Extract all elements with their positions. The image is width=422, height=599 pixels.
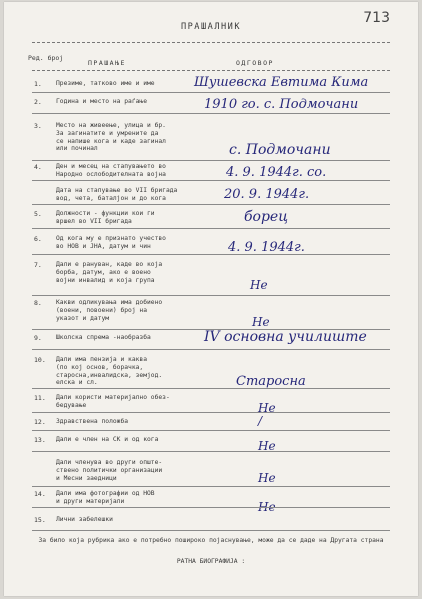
row-separator <box>32 349 390 350</box>
handwritten-answer: Не <box>250 278 268 292</box>
question-text: Какви одликувања има добиено (воени, повоени) број на указот и датум <box>56 299 163 322</box>
handwritten-answer: 20. 9. 1944г. <box>224 187 310 202</box>
row-separator <box>32 295 390 296</box>
row-separator <box>32 530 390 531</box>
handwritten-answer: 4. 9. 1944г. <box>228 240 305 255</box>
row-separator <box>32 228 390 229</box>
handwritten-answer: Старосна <box>236 374 306 389</box>
question-text: Лични забелешки <box>56 516 113 523</box>
row-separator <box>32 254 390 255</box>
row-number: 11. <box>34 394 46 402</box>
handwritten-answer: борец <box>244 209 288 225</box>
question-text: Дали е член на СК и од кога <box>56 436 159 443</box>
row-number: 10. <box>34 356 46 364</box>
question-text: Година и место на раѓање <box>56 98 147 105</box>
row-number: 4. <box>34 163 42 171</box>
row-separator <box>32 160 390 161</box>
row-separator <box>32 113 390 114</box>
row-number: 9. <box>34 334 42 342</box>
handwritten-answer: / <box>258 414 263 428</box>
handwritten-answer: Шушевска Евтима Кима <box>194 75 369 90</box>
row-number: 1. <box>34 80 42 88</box>
question-text: Здравствена положба <box>56 418 129 425</box>
column-header-number: Ред. број <box>28 54 64 62</box>
row-separator <box>32 507 390 508</box>
row-separator <box>32 388 390 389</box>
question-text: Дали членува во други опште- ствено политички организации и Месни заедници <box>56 459 163 482</box>
row-separator <box>32 180 390 181</box>
row-separator <box>32 486 390 487</box>
handwritten-answer: Не <box>258 500 276 514</box>
row-separator <box>32 412 390 413</box>
row-separator <box>32 204 390 205</box>
row-number: 14. <box>34 490 46 498</box>
footer-note: За било која рубрика ако е потребно пошироко појаснување, може да се даде на Другата страна <box>38 537 384 544</box>
row-separator <box>32 92 390 93</box>
row-number: 2. <box>34 98 42 106</box>
handwritten-answer: с. Подмочани <box>229 142 331 158</box>
row-number: 15. <box>34 516 46 524</box>
question-text: Дали има пензија и каква (по кој основ, борачка, старосна,инвалидска, земјод. елска и сл. <box>56 356 163 387</box>
header-rule-bottom <box>32 70 390 71</box>
question-text: Место на живеење, улица и бр. За загинатите и умрените да се напише кога и каде загинал или починал <box>56 122 166 153</box>
question-text: Дали користи материјално обез- бедување <box>56 394 170 409</box>
handwritten-answer: Не <box>258 471 276 485</box>
handwritten-answer: Не <box>258 401 276 415</box>
question-text: Дали е рануван, каде во која борба, датум, ако е воено војни инвалид и која група <box>56 261 163 284</box>
handwritten-answer: Не <box>252 315 270 329</box>
question-text: Презиме, татково име и име <box>56 80 155 87</box>
column-header-question: ПРАШАЊЕ <box>88 59 126 67</box>
question-text: Должности - функции кои ги вршел во VII бригада <box>56 210 155 225</box>
row-number: 13. <box>34 436 46 444</box>
handwritten-answer: 1910 го. с. Подмочани <box>204 97 359 112</box>
row-number: 12. <box>34 418 46 426</box>
row-number: 5. <box>34 210 42 218</box>
row-number: 8. <box>34 299 42 307</box>
row-number: 7. <box>34 261 42 269</box>
row-separator <box>32 451 390 452</box>
header-rule-top <box>32 42 390 43</box>
question-text: Дали има фотографии од НОВ и други материјали <box>56 490 155 505</box>
footer-war-biography: РАТНА БИОГРАФИЈА : <box>176 558 246 565</box>
row-separator <box>32 430 390 431</box>
archive-number: 713 <box>363 10 390 26</box>
handwritten-answer: 4. 9. 1944г. со. <box>226 165 327 180</box>
document-title: ПРАШАЛНИК <box>180 22 242 32</box>
handwritten-answer: IV основна училиште <box>204 329 367 345</box>
column-header-answer: ОДГОВОР <box>236 59 274 67</box>
questionnaire-page <box>4 2 418 596</box>
row-number: 6. <box>34 235 42 243</box>
row-number: 3. <box>34 122 42 130</box>
handwritten-answer: Не <box>258 439 276 453</box>
question-text: Школска спрема -наобразба <box>56 334 151 341</box>
question-text: Дата на стапување во VII бригада вод, чета, баталјон и до кога <box>56 187 178 202</box>
question-text: Ден и месец на стапувањето во Народно ослободителната војна <box>56 163 166 178</box>
question-text: Од кога му е признато учество во НОВ и ЈНА, датум и чин <box>56 235 166 250</box>
